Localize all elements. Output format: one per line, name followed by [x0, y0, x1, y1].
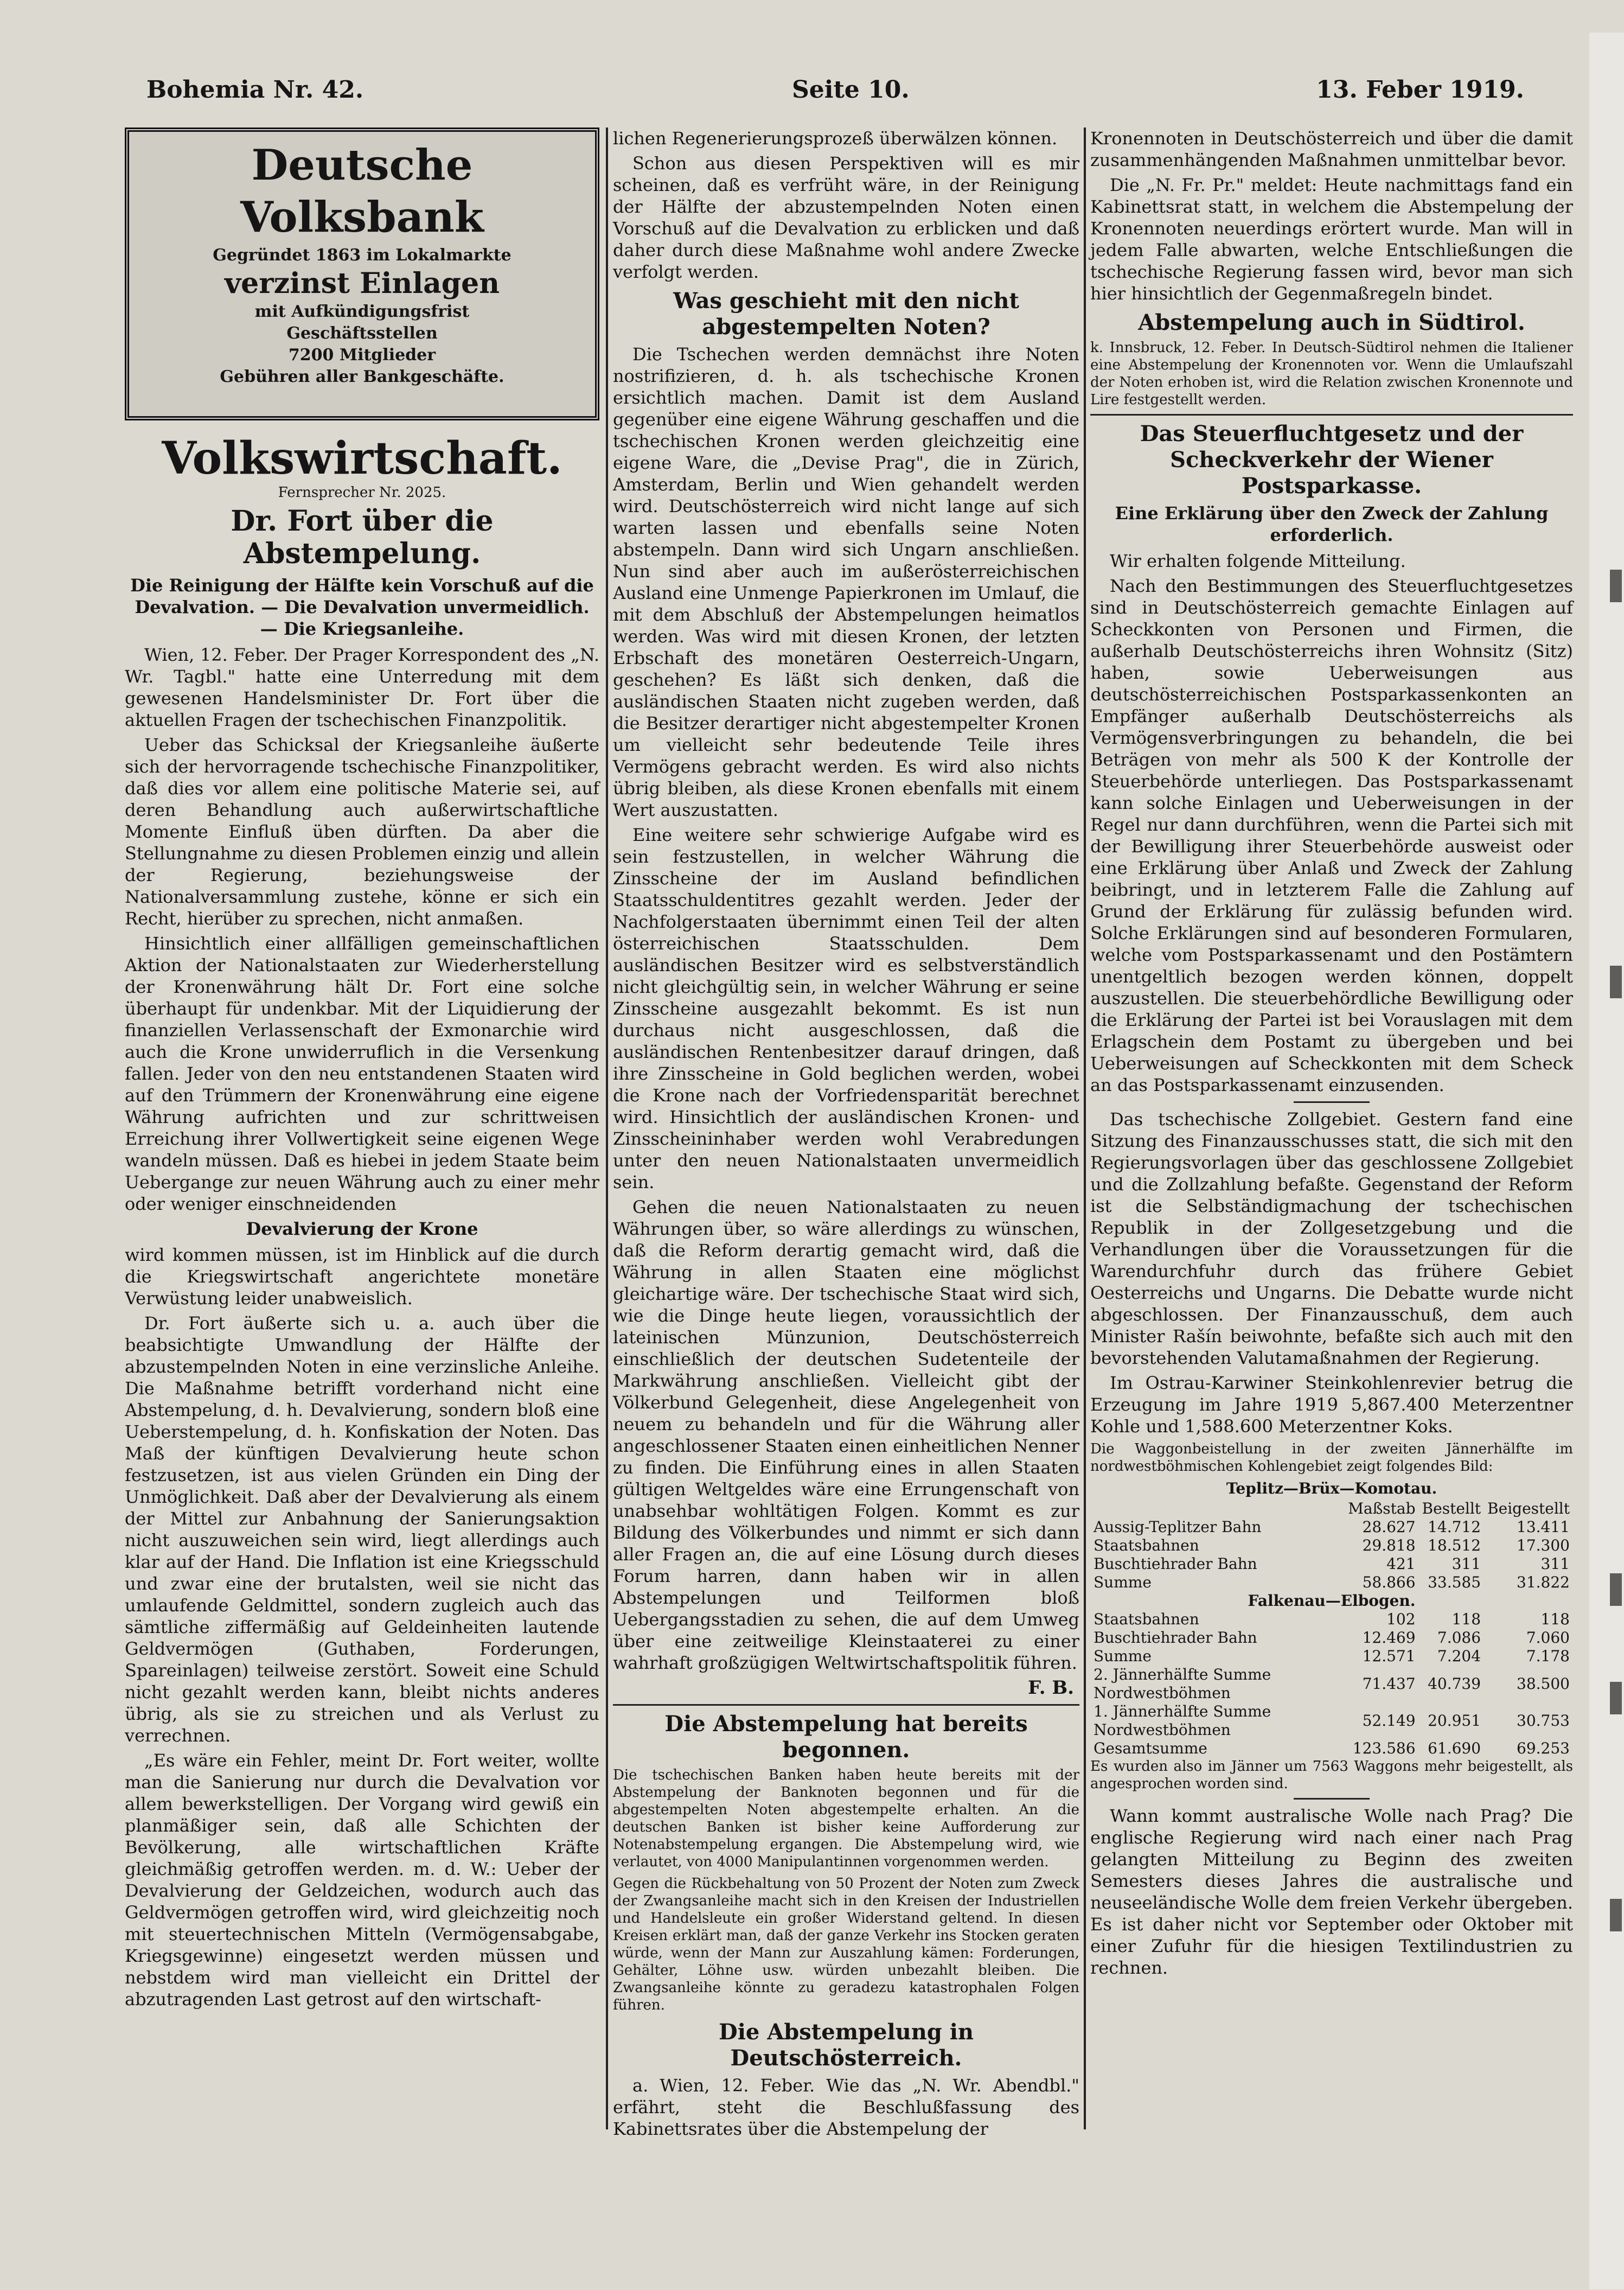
cell-value: 13.411 — [1517, 1518, 1570, 1536]
paragraph: Die „N. Fr. Pr." meldet: Heute nachmittags fand ein Kabinettsrat statt, in welchem die Abstempelung der Kronennoten neuerdings erörtert wurde. Man will in jedem Falle abwarten, welche Entschließungen die tschechische Regierung fassen wird, bevor man sich hier hinsichtlich der Gegenmaßregeln bindet. — [1090, 175, 1573, 304]
row-label: Gesamtsumme — [1094, 1739, 1207, 1757]
paragraph: a. Wien, 12. Feber. Wie das „N. Wr. Abendbl." erfährt, steht die Beschlußfassung des Kabinettsrates über die Abstempelung der — [613, 2075, 1079, 2139]
cell-value: 18.512 — [1428, 1536, 1481, 1554]
column-rule — [1084, 127, 1086, 2129]
cell-value: 17.300 — [1517, 1536, 1570, 1554]
cell-value: 118 — [1452, 1610, 1481, 1628]
cell-value: 421 — [1386, 1555, 1416, 1573]
paragraph: Schon aus diesen Perspektiven will es mir scheinen, daß es verfrüht wäre, in der Reinigung der Hälfte der abzustempelnden Noten einen Vorschuß auf die Devalvation zu erblicken und daß daher durch diese Maßnahme wohl andere Zwecke verfolgt werden. — [613, 153, 1079, 282]
small-paragraph: Die Waggonbeistellung in der zweiten Jännerhälfte im nordwestböhmischen Kohlengebiet zeigt folgendes Bild: — [1090, 1441, 1573, 1475]
ad-line: 7200 Mitglieder — [288, 346, 436, 365]
row-label: Summe — [1094, 1573, 1152, 1591]
table-row — [1090, 1666, 1573, 1702]
table-title: Teplitz—Brüx—Komotau. — [1226, 1479, 1437, 1497]
cell-value: 71.437 — [1362, 1675, 1416, 1693]
section-title: Volkswirtschaft. — [162, 432, 562, 484]
column-1 — [125, 127, 599, 2129]
cell-value: 69.253 — [1517, 1739, 1570, 1757]
ad-line: Gebühren aller Bankgeschäfte. — [220, 367, 504, 386]
cell-value: 58.866 — [1362, 1573, 1416, 1591]
cell-value: 311 — [1540, 1555, 1570, 1573]
cell-value: 7.178 — [1526, 1647, 1570, 1665]
author-signature: F. B. — [1028, 1677, 1074, 1699]
table-row — [1090, 1702, 1573, 1739]
divider — [1294, 1798, 1370, 1800]
divider — [1090, 414, 1573, 416]
cell-value: 7.204 — [1437, 1647, 1481, 1665]
cell-value: 30.753 — [1517, 1712, 1570, 1730]
article-heading: Die Abstempelung in Deutschösterreich. — [719, 2019, 974, 2071]
margin-mark — [1610, 1573, 1622, 1606]
ad-title: Deutsche Volksbank — [240, 141, 484, 242]
cell-value: 7.086 — [1437, 1629, 1481, 1647]
table-header-row — [1090, 1500, 1573, 1518]
table-group — [1090, 1610, 1573, 1666]
row-label: Summe — [1094, 1647, 1152, 1665]
table-group — [1090, 1518, 1573, 1592]
paragraph: Hinsichtlich einer allfälligen gemeinschaftlichen Aktion der Nationalstaaten zur Wiederherstellung der Kronenwährung hält Dr. Fort eine solche überhaupt für undenkbar. Mit der Liquidierung der finanziellen Verlassenschaft der Exmonarchie wird auch die Krone unwiderruflich in die Versenkung fallen. Jeder von den neu entstandenen Staaten wird auf den Trümmern der Kronenwährung eine eigene Währung aufrichten und zur schrittweisen Erreichung ihrer Vollwertigkeit seine eigenen Wege wandeln müssen. Daß es hiebei in jedem Staate beim Uebergange zur neuen Währung auch zu einer mehr oder weniger einschneidenden — [125, 933, 599, 1214]
table-group — [1090, 1666, 1573, 1758]
cell-value: 12.571 — [1362, 1647, 1416, 1665]
ad-line: mit Aufkündigungsfrist — [254, 302, 470, 321]
paragraph: Kronennoten in Deutschösterreich und über die damit zusammenhängenden Maßnahmen unmittelbar bevor. — [1090, 128, 1573, 170]
margin-mark — [1610, 570, 1622, 602]
column-rule — [606, 127, 608, 2129]
cell-value: 102 — [1386, 1610, 1416, 1628]
page-header — [146, 76, 1524, 114]
cell-value: 20.951 — [1428, 1712, 1481, 1730]
row-label: 1. Jännerhälfte Summe Nordwestböhmen — [1094, 1702, 1271, 1739]
paragraph: Wann kommt australische Wolle nach Prag? Die englische Regierung wird nach einer nach Prag gelangten Mitteilung zu Beginn des zweiten Semesters dieses Jahres die australische und neuseeländische Wolle dem freien Verkehr übergeben. Es ist daher nicht vor September oder Oktober mit einer Zufuhr für die hiesigen Textilindustrien zu rechnen. — [1090, 1806, 1573, 1978]
table-row — [1090, 1610, 1573, 1629]
paragraph: Die Tschechen werden demnächst ihre Noten nostrifizieren, d. h. als tschechische Kronen ersichtlich machen. Damit ist dem Ausland gegenüber eine eigene Währung geschaffen und die tschechischen Kronen werden gleichzeitig eine eigene Ware, die „Devise Prag", die in Zürich, Amsterdam, Berlin und Wien gehandelt werden wird. Deutschösterreich wird nicht lange auf sich warten lassen und ebenfalls seine Noten abstempeln. Dann wird sich Ungarn anschließen. Nun sind aber auch im außerösterreichischen Ausland eine Unmenge Papierkronen im Umlauf, die mit dem Abschluß der Abstempelungen heimatlos werden. Was wird mit diesen Kronen, der letzten Erbschaft des monetären Oesterreich-Ungarn, geschehen? Es läßt sich denken, daß die ausländischen Staaten nicht zugeben werden, daß die Besitzer derartiger nicht abgestempelter Kronen um vielleicht sehr bedeutende Teile ihres Vermögens gebracht werden. Es wird also nichts übrig bleiben, als diese Kronen ebenfalls mit einem Wert auszustatten. — [613, 344, 1079, 820]
margin-mark — [1610, 1682, 1622, 1714]
header-page-number: Seite 10. — [792, 76, 910, 104]
paragraph: Wir erhalten folgende Mitteilung. — [1110, 551, 1406, 571]
paragraph: wird kommen müssen, ist im Hinblick auf die durch die Kriegswirtschaft angerichtete monetäre Verwüstung leider unabweislich. — [125, 1245, 599, 1309]
article-heading: Abstempelung auch in Südtirol. — [1138, 310, 1525, 335]
adjacent-page-edge — [1589, 33, 1624, 2289]
paragraph: Im Ostrau-Karwiner Steinkohlenrevier betrug die Erzeugung im Jahre 1919 5,867.400 Meterzentner Kohle und 1,588.600 Meterzentner Koks. — [1090, 1373, 1573, 1437]
cell-value: 31.822 — [1517, 1573, 1570, 1591]
article-heading: Das Steuerfluchtgesetz und der Scheckverkehr der Wiener Postsparkasse. — [1140, 421, 1524, 499]
cell-value: 123.586 — [1352, 1739, 1416, 1757]
small-paragraph: k. Innsbruck, 12. Feber. In Deutsch-Südtirol nehmen die Italiener eine Abstempelung der Kronennoten vor. Wenn die Umlaufszahl der Noten erhoben ist, wird die Relation zwischen Kronennote und Lire festgestellt werden. — [1090, 340, 1573, 408]
wagon-table — [1090, 1500, 1573, 1758]
cell-value: 311 — [1452, 1555, 1481, 1573]
small-paragraph: Es wurden also im Jänner um 7563 Waggons mehr beigestellt, als angesprochen worden sind. — [1090, 1758, 1573, 1792]
ad-line: verzinst Einlagen — [224, 267, 500, 300]
row-label: 2. Jännerhälfte Summe Nordwestböhmen — [1094, 1666, 1271, 1702]
table-row — [1090, 1629, 1573, 1647]
column-header: Maßstab — [1348, 1500, 1416, 1517]
cell-value: 118 — [1540, 1610, 1570, 1628]
cell-value: 7.060 — [1526, 1629, 1570, 1647]
column-header: Beigestellt — [1487, 1500, 1570, 1517]
cell-value: 40.739 — [1428, 1675, 1481, 1693]
cell-value: 61.690 — [1428, 1739, 1481, 1757]
paragraph: „Es wäre ein Fehler, meint Dr. Fort weiter, wollte man die Sanierung nur durch die Devalvation vor allem bewerkstelligen. Der Vorgang wird gewiß ein planmäßiger sein, daß alle Schichten der Bevölkerung, alle wirtschaftlichen Kräfte gleichmäßig getroffen werden. m. d. W.: Ueber der Devalvierung der Geldzeichen, wodurch auch das Geldvermögen getroffen wird, wird gleichzeitig noch mit steuertechnischen Mitteln (Vermögensabgabe, Kriegsgewinne) eingesetzt werden müssen und nebstdem wird man vielleicht ein Drittel der abzutragenden Last getrost auf den wirtschaft- — [125, 1750, 599, 2010]
table-row — [1090, 1536, 1573, 1555]
header-date: 13. Feber 1919. — [1316, 76, 1524, 104]
section-phone: Fernsprecher Nr. 2025. — [278, 484, 446, 501]
small-paragraph: Gegen die Rückbehaltung von 50 Prozent der Noten zum Zweck der Zwangsanleihe macht sich in den Kreisen der Industriellen und Handelsleute ein großer Widerstand geltend. In diesen Kreisen erklärt man, daß der ganze Verkehr ins Stocken geraten würde, wenn der Mann zur Auszahlung kämen: Forderungen, Gehälter, Löhne usw. würden unbezahlt bleiben. Die Zwangsanleihe könnte zu geradezu katastrophalen Folgen führen. — [613, 1876, 1079, 2013]
margin-mark — [1610, 966, 1622, 998]
group-title: Falkenau—Elbogen. — [1248, 1592, 1416, 1610]
cell-value: 29.818 — [1362, 1536, 1416, 1554]
column-3 — [1090, 127, 1573, 2129]
row-label: Aussig-Teplitzer Bahn — [1094, 1518, 1262, 1536]
inline-subheading: Devalvierung der Krone — [246, 1219, 478, 1239]
paragraph: Gehen die neuen Nationalstaaten zu neuen Währungen über, so wäre allerdings zu wünschen, daß die Reform derartig gemacht wird, daß die Währung in allen Staaten eine möglichst gleichartige wäre. Der tschechische Staat wird sich, wie die Dinge heute liegen, voraussichtlich der lateinischen Münzunion, Deutschösterreich einschließlich der deutschen Sudetenteile der Markwährung anschließen. Vielleicht gibt der Völkerbund Gelegenheit, diese Angelegenheit von neuem zu behandeln und für die Währung aller angeschlossener Staaten einen einheitlichen Nenner zu finden. Die Einführung eines in allen Staaten gültigen Weltgeldes wäre eine Errungenschaft von unabsehbar wohltätigen Folgen. Kommt es zur Bildung des Völkerbundes und nimmt er sich dann aller Fragen an, die auf eine Lösung durch dieses Forum harren, dann haben wir in allen Abstempelungen und Teilformen bloß Uebergangsstadien zu sehen, die auf dem Umweg über eine zeitweilige Kleinstaaterei zu einer wahrhaft großzügigen Weltwirtschaftspolitik führen. — [613, 1197, 1079, 1673]
cell-value: 33.585 — [1428, 1573, 1481, 1591]
row-label: Staatsbahnen — [1094, 1536, 1199, 1554]
article-subheading: Eine Erklärung über den Zweck der Zahlung erforderlich. — [1115, 503, 1549, 545]
paragraph: Dr. Fort äußerte sich u. a. auch über die beabsichtigte Umwandlung der Hälfte der abzustempelnden Noten in eine verzinsliche Anleihe. Die Maßnahme betrifft vorderhand nicht eine Abstempelung, d. h. Devalvierung, sondern bloß eine Ueberstempelung, d. h. Konfiskation der Noten. Das Maß der künftigen Devalvierung heute schon festzusetzen, ist aus vielen Gründen ein Ding der Unmöglichkeit. Daß aber der Devalvierung als einem der Mittel zur Anbahnung der Sanierungsaktion nicht auszuweichen sein wird, liegt allerdings auch klar auf der Hand. Die Inflation ist eine Kriegsschuld und zwar eine der brutalsten, weil sie nicht das umlaufende Geldmittel, sondern zugleich auch das sämtliche ziffermäßig auf Geldeinheiten lautende Geldvermögen (Guthaben, Forderungen, Spareinlagen) teilweise zerstört. Soweit eine Schuld nicht gezahlt werden kann, bleibt nichts anderes übrig, als sie zu streichen und als Verlust zu verrechnen. — [125, 1313, 599, 1746]
cell-value: 38.500 — [1517, 1675, 1570, 1693]
cell-value: 28.627 — [1362, 1518, 1416, 1536]
paragraph: Wien, 12. Feber. Der Prager Korrespondent des „N. Wr. Tagbl." hatte eine Unterredung mit dem gewesenen Handelsminister Dr. Fort über die aktuellen Fragen der tschechischen Finanzpolitik. — [125, 645, 599, 730]
table-row — [1090, 1647, 1573, 1666]
table-row — [1090, 1555, 1573, 1573]
article-heading: Was geschieht mit den nicht abgestempelten Noten? — [673, 288, 1019, 340]
column-2 — [613, 127, 1079, 2139]
margin-mark — [1610, 1899, 1622, 1931]
paragraph: Nach den Bestimmungen des Steuerfluchtgesetzes sind in Deutschösterreich gemachte Einlagen auf Scheckkonten von Personen und Firmen, die außerhalb Deutschösterreichs ihren Wohnsitz (Sitz) haben, sowie Ueberweisungen aus deutschösterreichischen Postsparkassenkonten an Empfänger außerhalb Deutschösterreichs als Vermögensverbringungen zu behandeln, die bei Beträgen von mehr als 500 K der Kontrolle der Steuerbehörde unterliegen. Das Postsparkassenamt kann solche Einlagen und Ueberweisungen in der Regel nur dann durchführen, wenn die Partei sich mit der Bewilligung ihrer Steuerbehörde ausweist oder eine Erklärung über Anlaß und Zweck der Zahlung beibringt, und in letzterem Falle die Zahlung auf Grund der Erklärung für zulässig befunden wird. Solche Erklärungen sind auf besonderen Formularen, welche vom Postsparkassenamt und den Postämtern unentgeltlich bezogen werden können, doppelt auszustellen. Die steuerbehördliche Bewilligung oder die Erklärung der Partei ist bei Vorauslagen mit dem Erlagschein dem Postamt zu übergeben und bei Ueberweisungen auf Scheckkonten mit dem Scheck an das Postsparkassenamt einzusenden. — [1090, 576, 1573, 1095]
paragraph: Ueber das Schicksal der Kriegsanleihe äußerte sich der hervorragende tschechische Finanzpolitiker, daß dies vor allem eine politische Materie sei, auf deren Behandlung auch außerwirtschaftliche Momente Einfluß üben dürften. Da aber die Stellungnahme zu diesen Problemen einzig und allein der Regierung, beziehungsweise der Nationalversammlung zustehe, könne er sich ein Recht, hierüber zu sprechen, nicht anmaßen. — [125, 735, 599, 929]
row-label: Staatsbahnen — [1094, 1610, 1199, 1628]
divider — [613, 1704, 1079, 1706]
article-heading: Dr. Fort über die Abstempelung. — [231, 505, 494, 570]
paragraph: Eine weitere sehr schwierige Aufgabe wird es sein festzustellen, in welcher Währung die Zinsscheine der im Ausland befindlichen Staatsschuldentitres gezahlt werden. Jeder der Nachfolgerstaaten übernimmt einen Teil der alten österreichischen Staatsschulden. Dem ausländischen Besitzer wird es selbstverständlich nicht gleichgültig sein, in welcher Währung er seine Zinsscheine ausgezahlt bekommt. Es ist nun durchaus nicht ausgeschlossen, daß die ausländischen Rentenbesitzer darauf dringen, daß ihre Zinsscheine in Gold beglichen werden, wobei die Krone nach der Vorfriedensparität berechnet wird. Hinsichtlich der ausländischen Kronen- und Zinsscheininhaber werden wohl Verabredungen unter den neuen Nationalstaaten unvermeidlich sein. — [613, 825, 1079, 1192]
ad-line: Gegründet 1863 im Lokalmarkte — [213, 246, 512, 265]
table-group-heading — [1090, 1592, 1573, 1610]
row-label: Buschtiehrader Bahn — [1094, 1629, 1257, 1647]
cell-value: 14.712 — [1428, 1518, 1481, 1536]
ad-line: Geschäftsstellen — [286, 324, 438, 343]
paragraph: lichen Regenerierungsprozeß überwälzen können. — [613, 128, 1058, 149]
row-label: Buschtiehrader Bahn — [1094, 1555, 1257, 1573]
paragraph: Das tschechische Zollgebiet. Gestern fand eine Sitzung des Finanzausschusses statt, die sich mit den Regierungsvorlagen über das geschlossene Zollgebiet und die Zollzahlung befaßte. Gegenstand der Reform ist die Selbständigmachung der tschechischen Republik in der Zollgesetzgebung und die Verhandlungen über die Voraussetzungen für die Warendurchfuhr durch das frühere Gebiet Oesterreichs und Ungarns. Die Debatte wurde nicht abgeschlossen. Der Finanzausschuß, dem auch Minister Rašín beiwohnte, befaßte sich auch mit den bevorstehenden Valutamaßnahmen der Regierung. — [1090, 1109, 1573, 1368]
bank-advertisement — [125, 127, 599, 420]
table-row — [1090, 1573, 1573, 1592]
table-row — [1090, 1518, 1573, 1536]
header-publication: Bohemia Nr. 42. — [146, 76, 364, 104]
column-header: Bestellt — [1422, 1500, 1481, 1517]
article-subheading: Die Reinigung der Hälfte kein Vorschuß auf die Devalvation. — Die Devalvation unvermeidlich. — Die Kriegsanleihe. — [130, 575, 594, 639]
table-row — [1090, 1739, 1573, 1758]
cell-value: 52.149 — [1362, 1712, 1416, 1730]
divider — [1294, 1101, 1370, 1103]
article-heading: Die Abstempelung hat bereits begonnen. — [664, 1711, 1028, 1763]
small-paragraph: Die tschechischen Banken haben heute bereits mit der Abstempelung der Banknoten begonnen und für die abgestempelten Noten abgestempelte erhalten. An die deutschen Banken ist bisher keine Aufforderung zur Notenabstempelung ergangen. Die Abstempelung wird, wie verlautet, von 4000 Manipulantinnen vorgenommen werden. — [613, 1767, 1079, 1870]
cell-value: 12.469 — [1362, 1629, 1416, 1647]
